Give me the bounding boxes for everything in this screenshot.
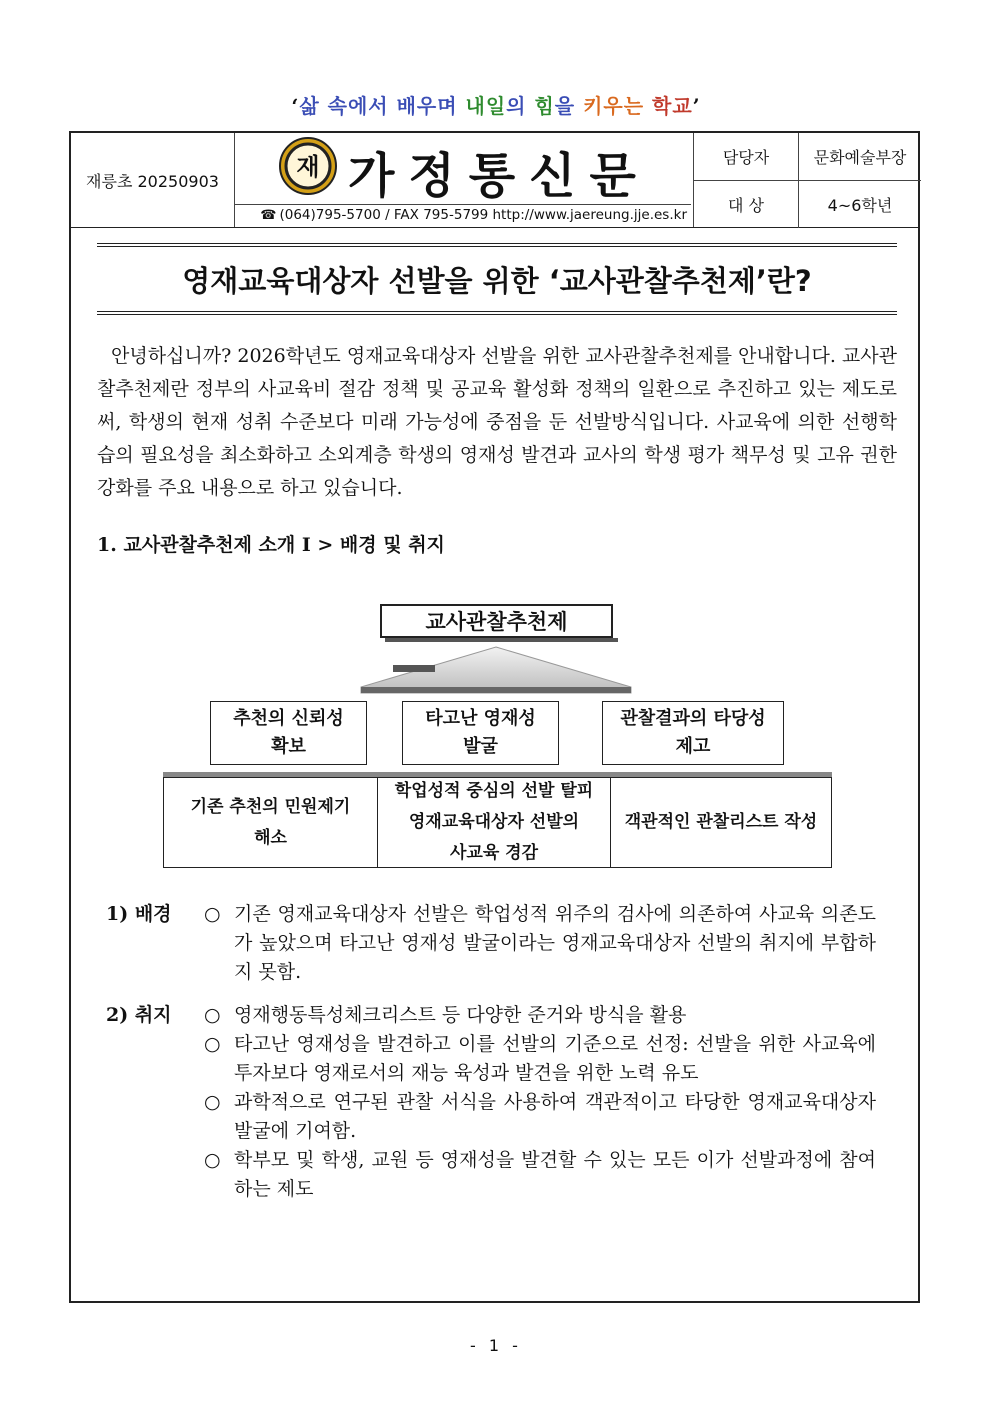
motto-close-quote: ’	[692, 94, 701, 118]
diagram-middle-box	[210, 701, 367, 765]
section-title: 1. 교사관찰추천제 소개 Ⅰ > 배경 및 취지	[97, 534, 445, 556]
bottom-cell-line: 학업성적 중심의 선발 탈피	[394, 781, 594, 801]
meta-value: 문화예술부장	[813, 148, 907, 167]
purpose-list	[204, 1001, 876, 1204]
list-item	[204, 1088, 876, 1146]
bullet-circle-icon: ○	[204, 1149, 221, 1171]
contact-text: (064)795-5700 / FAX 795-5799 http://www.jaereung.jje.es.kr	[279, 207, 687, 223]
newsletter-header	[71, 133, 918, 228]
motto-word: 을	[554, 94, 584, 118]
list-item-text: 타고난 영재성을 발견하고 이를 선발의 기준으로 선정: 선발을 위한 사교육에 투자보다 영재로서의 재능 육성과 발견을 위한 노력 유도	[234, 1033, 876, 1084]
diagram-top-shadow	[385, 638, 618, 642]
motto-word: 학교	[644, 94, 693, 118]
contact-info	[235, 204, 691, 225]
bottom-cell	[611, 778, 831, 867]
motto-word: 키우는	[583, 94, 645, 118]
intro-paragraph	[97, 340, 897, 505]
meta-key: 담당자	[694, 133, 799, 180]
motto-word: 의	[506, 94, 535, 118]
purpose-label: 2) 취지	[106, 1004, 172, 1026]
diagram-middle-box	[402, 701, 559, 765]
newsletter-name: 가정통신문	[348, 148, 650, 204]
motto-word: 삶	[299, 94, 320, 118]
bottom-cell-line: 사교육 경감	[449, 843, 539, 863]
school-motto	[0, 90, 992, 119]
motto-word: 배우며	[396, 94, 466, 118]
newsletter-frame	[69, 131, 920, 1303]
bullet-circle-icon: ○	[204, 1033, 221, 1055]
diagram-arrow	[356, 645, 636, 695]
list-item-text: 영재행동특성체크리스트 등 다양한 준거와 방식을 활용	[234, 1004, 687, 1026]
motto-word: 힘	[534, 94, 555, 118]
list-item-text: 과학적으로 연구된 관찰 서식을 사용하여 객관적이고 타당한 영재교육대상자 발굴에 기여함.	[234, 1091, 876, 1142]
motto-word: 내일	[465, 94, 507, 118]
diagram-top-box: 교사관찰추천제	[380, 604, 613, 638]
middle-box-line: 제고	[675, 736, 711, 757]
newsletter-title-area	[235, 133, 693, 227]
background-list	[204, 900, 876, 987]
list-item	[204, 1146, 876, 1204]
headline-box	[97, 243, 897, 315]
diagram-middle-box	[602, 701, 784, 765]
list-item	[204, 1030, 876, 1088]
list-item-text: 기존 영재교육대상자 선발은 학업성적 위주의 검사에 의존하여 사교육 의존도가 높았으며 타고난 영재성 발굴이라는 영재교육대상자 선발의 취지에 부합하지 못함.	[234, 903, 876, 983]
bullet-circle-icon: ○	[204, 1091, 221, 1113]
bottom-cell-line: 기존 추천의 민원제기	[190, 796, 351, 817]
meta-value: 4~6학년	[827, 196, 893, 215]
page-number: - 1 -	[470, 1336, 522, 1355]
emblem-letter: 재	[296, 153, 320, 181]
bottom-cell-line: 영재교육대상자 선발의	[408, 812, 580, 832]
meta-row-target	[694, 181, 921, 228]
bottom-cell-line: 객관적인 관찰리스트 작성	[624, 812, 818, 832]
bottom-cell	[378, 778, 611, 867]
meta-row-manager	[694, 133, 921, 181]
meta-key: 대 상	[694, 181, 799, 228]
bottom-cell-line: 해소	[254, 827, 287, 848]
document-code: 재릉초 20250903	[71, 133, 235, 227]
school-emblem-icon	[278, 136, 338, 196]
bottom-cell	[164, 778, 378, 867]
middle-box-line: 추천의 신뢰성	[233, 708, 344, 729]
background-label: 1) 배경	[106, 903, 172, 925]
intro-text: 안녕하십니까? 2026학년도 영재교육대상자 선발을 위한 교사관찰추천제를 안내합니다. 교사관찰추천제란 정부의 사교육비 절감 정책 및 공교육 활성화 정책의 일환으로 추진하고 있는 제도로써, 학생의 현재 성취 수준보다 미래 가능성에 중점을 둔 선발방식입니다. 사교육에 의한 선행학습의 필요성을 최소화하고 소외계층 학생의 영재성 발견과 교사의 학생 평가 책무성 및 고유 권한 강화를 주요 내용으로 하고 있습니다.	[97, 345, 897, 499]
list-item	[204, 900, 876, 987]
bullet-circle-icon: ○	[204, 1004, 221, 1026]
diagram-bottom-table	[163, 777, 832, 868]
motto-word: 속에서	[319, 94, 397, 118]
middle-box-line: 관찰결과의 타당성	[620, 708, 766, 729]
middle-box-line: 타고난 영재성	[425, 708, 536, 729]
bullet-circle-icon: ○	[204, 903, 221, 925]
motto-words	[299, 94, 692, 118]
list-item	[204, 1001, 876, 1030]
list-item-text: 학부모 및 학생, 교원 등 영재성을 발견할 수 있는 모든 이가 선발과정에 참여하는 제도	[234, 1149, 876, 1200]
motto-open-quote: ‘	[291, 94, 300, 118]
middle-box-line: 발굴	[463, 736, 498, 757]
headline: 영재교육대상자 선발을 위한 ‘교사관찰추천제’란?	[182, 263, 812, 298]
meta-table	[693, 133, 921, 227]
phone-icon: ☎	[260, 208, 277, 223]
middle-box-line: 확보	[271, 736, 306, 757]
